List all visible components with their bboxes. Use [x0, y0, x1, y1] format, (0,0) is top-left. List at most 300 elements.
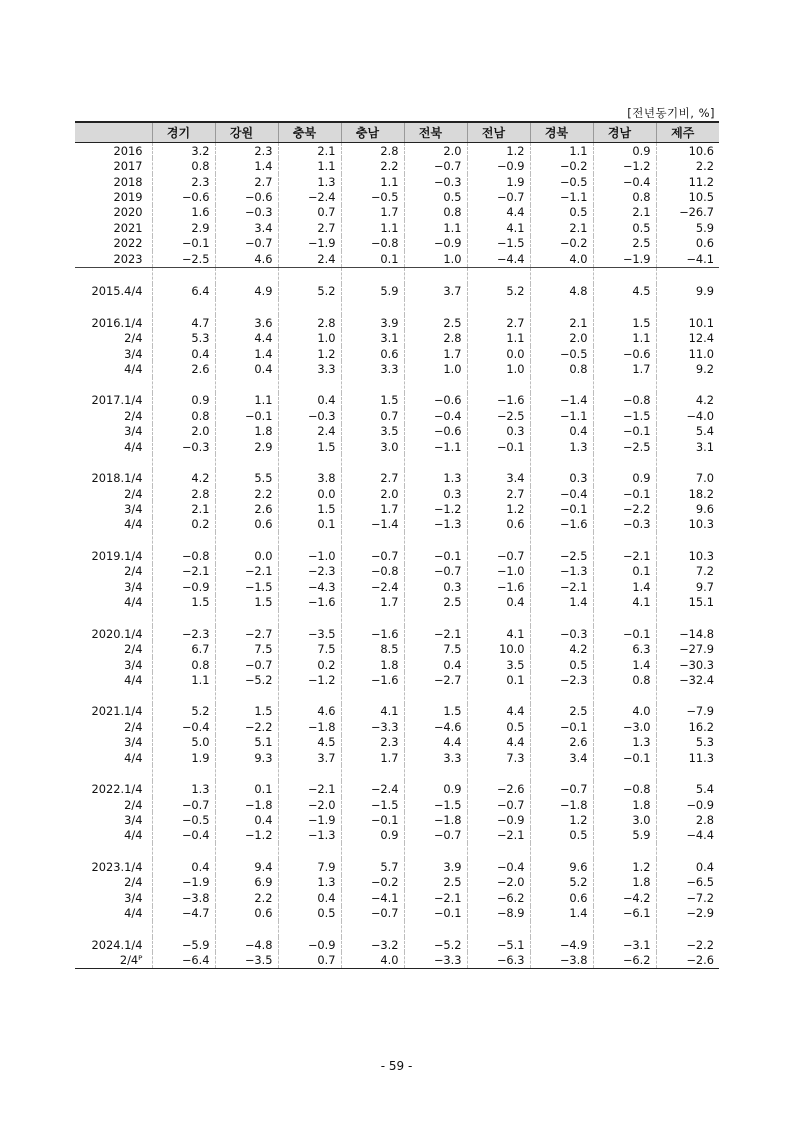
value-cell: −0.5	[530, 346, 593, 361]
value-cell: 1.5	[278, 501, 341, 516]
spacer-cell	[656, 532, 719, 548]
value-cell: 1.1	[341, 174, 404, 189]
value-cell: 1.1	[341, 220, 404, 235]
row-label: 2023.1/4	[91, 859, 143, 874]
value-cell: 10.1	[656, 315, 719, 330]
table-row	[75, 719, 719, 734]
spacer-cell	[215, 688, 278, 704]
value-cell: 3.3	[278, 361, 341, 376]
value-cell: 2.6	[215, 501, 278, 516]
spacer-cell	[278, 610, 341, 626]
value-cell: −2.1	[404, 890, 467, 905]
value-cell: 0.4	[215, 361, 278, 376]
value-cell: 9.6	[656, 501, 719, 516]
value-cell: 0.4	[656, 859, 719, 874]
value-cell: 0.2	[278, 657, 341, 672]
value-cell: 4.2	[656, 393, 719, 408]
unit-label: [전년동기비, %]	[627, 106, 715, 120]
value-cell: −0.9	[467, 812, 530, 827]
value-cell: −0.1	[341, 812, 404, 827]
row-label: 2/4	[124, 408, 143, 423]
value-cell: 0.4	[278, 393, 341, 408]
table-row	[75, 143, 719, 159]
table-row	[75, 564, 719, 579]
row-label: 4/4	[124, 828, 143, 843]
value-cell: −0.9	[467, 158, 530, 173]
value-cell: −4.9	[530, 937, 593, 952]
value-cell: 0.6	[215, 517, 278, 532]
value-cell: 0.7	[278, 952, 341, 968]
spacer-row	[75, 765, 719, 781]
value-cell: 2.4	[278, 251, 341, 267]
value-cell: 2.7	[341, 470, 404, 485]
value-cell: 3.5	[467, 657, 530, 672]
row-label: 2018.1/4	[91, 471, 143, 486]
value-cell: 1.3	[404, 470, 467, 485]
value-cell: −0.8	[341, 564, 404, 579]
value-cell: 2.5	[593, 236, 656, 251]
table-row	[75, 672, 719, 687]
spacer-cell	[75, 610, 152, 626]
value-cell: 9.6	[530, 859, 593, 874]
value-cell: 5.0	[152, 735, 215, 750]
spacer-cell	[278, 532, 341, 548]
value-cell: −2.6	[467, 781, 530, 796]
value-cell: −2.1	[467, 828, 530, 843]
value-cell: 0.1	[341, 251, 404, 267]
value-cell: −4.4	[467, 251, 530, 267]
row-label: 2018	[113, 174, 143, 189]
value-cell: 0.9	[593, 143, 656, 159]
value-cell: −1.8	[530, 797, 593, 812]
value-cell: −1.5	[593, 408, 656, 423]
spacer-cell	[593, 299, 656, 315]
value-cell: 4.8	[530, 284, 593, 299]
row-label: 3/4	[124, 346, 143, 361]
table-row	[75, 361, 719, 376]
row-label: 3/4	[124, 813, 143, 828]
value-cell: −0.7	[341, 906, 404, 921]
spacer-row	[75, 843, 719, 859]
spacer-cell	[467, 532, 530, 548]
value-cell: 15.1	[656, 595, 719, 610]
value-cell: 10.0	[467, 641, 530, 656]
value-cell: −1.8	[215, 797, 278, 812]
value-cell: 0.5	[530, 828, 593, 843]
table-row	[75, 890, 719, 905]
spacer-row	[75, 267, 719, 284]
value-cell: 10.6	[656, 143, 719, 159]
value-cell: 1.9	[467, 174, 530, 189]
row-label: 4/4	[124, 439, 143, 454]
value-cell: 2.1	[278, 143, 341, 159]
value-cell: 2.7	[467, 486, 530, 501]
value-cell: 4.4	[404, 735, 467, 750]
value-cell: 2.1	[152, 501, 215, 516]
row-label: 2023	[75, 251, 152, 267]
spacer-cell	[75, 377, 152, 393]
value-cell: −2.4	[341, 579, 404, 594]
value-cell: 0.6	[656, 236, 719, 251]
spacer-cell	[215, 532, 278, 548]
value-cell: −1.4	[341, 517, 404, 532]
value-cell: 0.5	[530, 205, 593, 220]
value-cell: 0.0	[215, 548, 278, 563]
value-cell: 1.5	[215, 595, 278, 610]
table-row	[75, 595, 719, 610]
value-cell: 2.0	[530, 330, 593, 345]
spacer-cell	[467, 267, 530, 284]
value-cell: 4.2	[152, 470, 215, 485]
value-cell: 0.1	[467, 672, 530, 687]
value-cell: −7.9	[656, 704, 719, 719]
spacer-cell	[530, 532, 593, 548]
value-cell: 1.4	[530, 906, 593, 921]
spacer-cell	[656, 921, 719, 937]
value-cell: 1.0	[278, 330, 341, 345]
header-jeonnam: 전남	[467, 122, 530, 143]
spacer-cell	[530, 267, 593, 284]
value-cell: −0.3	[215, 205, 278, 220]
value-cell: 1.3	[593, 735, 656, 750]
value-cell: −0.4	[530, 486, 593, 501]
spacer-cell	[593, 843, 656, 859]
value-cell: −1.5	[404, 797, 467, 812]
table-row	[75, 408, 719, 423]
value-cell: −3.2	[341, 937, 404, 952]
header-blank	[75, 122, 152, 143]
value-cell: −1.2	[404, 501, 467, 516]
value-cell: 3.4	[530, 750, 593, 765]
value-cell: 4.7	[152, 315, 215, 330]
value-cell: 1.3	[530, 439, 593, 454]
value-cell: −2.2	[656, 937, 719, 952]
spacer-cell	[278, 765, 341, 781]
value-cell: 4.4	[215, 330, 278, 345]
value-cell: −1.3	[404, 517, 467, 532]
value-cell: 11.3	[656, 750, 719, 765]
spacer-cell	[467, 610, 530, 626]
spacer-row	[75, 299, 719, 315]
table-row	[75, 952, 719, 968]
value-cell: −1.6	[278, 595, 341, 610]
value-cell: −0.1	[152, 236, 215, 251]
value-cell: −5.1	[467, 937, 530, 952]
value-cell: 5.3	[152, 330, 215, 345]
value-cell: −0.3	[530, 626, 593, 641]
row-label: 2019	[113, 190, 143, 205]
value-cell: −6.2	[593, 952, 656, 968]
value-cell: −2.3	[530, 672, 593, 687]
value-cell: −26.7	[656, 205, 719, 220]
value-cell: −27.9	[656, 641, 719, 656]
value-cell: 1.7	[341, 205, 404, 220]
spacer-cell	[341, 532, 404, 548]
value-cell: −2.5	[467, 408, 530, 423]
table-row	[75, 704, 719, 719]
value-cell: 0.3	[530, 470, 593, 485]
value-cell: 5.9	[593, 828, 656, 843]
value-cell: 2.8	[656, 812, 719, 827]
value-cell: 0.8	[530, 361, 593, 376]
spacer-cell	[75, 267, 152, 284]
value-cell: 3.8	[278, 470, 341, 485]
value-cell: −0.4	[593, 174, 656, 189]
value-cell: 4.5	[278, 735, 341, 750]
value-cell: 2.3	[152, 174, 215, 189]
value-cell: 0.8	[152, 158, 215, 173]
table-row	[75, 330, 719, 345]
spacer-cell	[530, 299, 593, 315]
value-cell: 4.1	[341, 704, 404, 719]
spacer-cell	[75, 688, 152, 704]
table-row	[75, 251, 719, 267]
value-cell: −2.9	[656, 906, 719, 921]
table-row	[75, 875, 719, 890]
value-cell: 3.4	[215, 220, 278, 235]
spacer-cell	[467, 921, 530, 937]
value-cell: −0.1	[530, 719, 593, 734]
value-cell: −0.5	[530, 174, 593, 189]
value-cell: −0.9	[404, 236, 467, 251]
row-label: 2019.1/4	[91, 548, 143, 563]
value-cell: −0.6	[152, 189, 215, 204]
value-cell: 5.2	[152, 704, 215, 719]
table-row	[75, 284, 719, 299]
spacer-cell	[152, 299, 215, 315]
value-cell: −2.5	[152, 251, 215, 267]
spacer-cell	[530, 454, 593, 470]
value-cell: 1.0	[467, 361, 530, 376]
value-cell: 1.1	[593, 330, 656, 345]
value-cell: −1.8	[278, 719, 341, 734]
row-label: 2015.4/4	[91, 284, 143, 299]
value-cell: −1.6	[341, 672, 404, 687]
spacer-cell	[404, 267, 467, 284]
row-label: 2/4ᴾ	[75, 952, 152, 968]
row-label: 4/4	[124, 361, 143, 376]
header-jeonbuk: 전북	[404, 122, 467, 143]
spacer-cell	[467, 765, 530, 781]
value-cell: 0.5	[593, 220, 656, 235]
value-cell: −2.3	[152, 626, 215, 641]
value-cell: 1.3	[278, 875, 341, 890]
value-cell: 1.3	[278, 174, 341, 189]
table-row	[75, 470, 719, 485]
value-cell: 1.7	[593, 361, 656, 376]
value-cell: 1.2	[278, 346, 341, 361]
spacer-cell	[404, 532, 467, 548]
value-cell: −0.6	[404, 424, 467, 439]
value-cell: −0.7	[404, 158, 467, 173]
spacer-cell	[75, 454, 152, 470]
table-row	[75, 174, 719, 189]
value-cell: 1.1	[404, 220, 467, 235]
value-cell: −0.5	[341, 189, 404, 204]
table-row	[75, 937, 719, 952]
value-cell: −1.3	[278, 828, 341, 843]
value-cell: 7.9	[278, 859, 341, 874]
value-cell: −1.9	[152, 875, 215, 890]
value-cell: 0.8	[593, 189, 656, 204]
header-chungnam: 충남	[341, 122, 404, 143]
value-cell: −0.3	[404, 174, 467, 189]
value-cell: −1.5	[341, 797, 404, 812]
value-cell: −3.5	[215, 952, 278, 968]
spacer-cell	[152, 921, 215, 937]
value-cell: 3.2	[152, 143, 215, 159]
value-cell: 1.2	[467, 501, 530, 516]
value-cell: −1.9	[278, 812, 341, 827]
spacer-cell	[215, 765, 278, 781]
table-row	[75, 812, 719, 827]
value-cell: 0.1	[278, 517, 341, 532]
value-cell: 0.5	[530, 657, 593, 672]
value-cell: 0.0	[278, 486, 341, 501]
value-cell: 5.1	[215, 735, 278, 750]
value-cell: −1.2	[215, 828, 278, 843]
row-label: 4/4	[124, 517, 143, 532]
value-cell: −0.4	[467, 859, 530, 874]
value-cell: −4.1	[656, 251, 719, 267]
value-cell: 3.0	[593, 812, 656, 827]
spacer-cell	[467, 688, 530, 704]
value-cell: −3.3	[404, 952, 467, 968]
value-cell: 1.2	[593, 859, 656, 874]
value-cell: 1.1	[530, 143, 593, 159]
value-cell: −0.7	[467, 548, 530, 563]
value-cell: −2.4	[278, 189, 341, 204]
value-cell: 0.1	[593, 564, 656, 579]
value-cell: 0.5	[278, 906, 341, 921]
spacer-cell	[656, 299, 719, 315]
spacer-cell	[593, 610, 656, 626]
value-cell: 4.1	[467, 626, 530, 641]
value-cell: −4.3	[278, 579, 341, 594]
value-cell: −0.4	[152, 719, 215, 734]
value-cell: 1.8	[215, 424, 278, 439]
value-cell: −30.3	[656, 657, 719, 672]
value-cell: 2.3	[215, 143, 278, 159]
spacer-row	[75, 921, 719, 937]
value-cell: 7.5	[278, 641, 341, 656]
spacer-cell	[593, 454, 656, 470]
value-cell: 2.2	[215, 486, 278, 501]
header-chungbuk: 충북	[278, 122, 341, 143]
row-label: 4/4	[124, 750, 143, 765]
value-cell: −0.8	[152, 548, 215, 563]
table-row	[75, 158, 719, 173]
value-cell: 4.0	[593, 704, 656, 719]
value-cell: 5.2	[278, 284, 341, 299]
spacer-cell	[278, 843, 341, 859]
value-cell: 2.2	[656, 158, 719, 173]
spacer-cell	[75, 921, 152, 937]
value-cell: 0.7	[341, 408, 404, 423]
value-cell: 0.6	[467, 517, 530, 532]
value-cell: 6.3	[593, 641, 656, 656]
value-cell: −0.9	[656, 797, 719, 812]
value-cell: 0.6	[530, 890, 593, 905]
spacer-cell	[215, 921, 278, 937]
table-row	[75, 205, 719, 220]
table-row	[75, 797, 719, 812]
value-cell: 2.9	[215, 439, 278, 454]
spacer-cell	[341, 843, 404, 859]
spacer-row	[75, 377, 719, 393]
spacer-cell	[152, 610, 215, 626]
value-cell: 0.9	[341, 828, 404, 843]
row-label: 2016.1/4	[91, 315, 143, 330]
value-cell: 9.7	[656, 579, 719, 594]
row-label: 4/4	[124, 595, 143, 610]
value-cell: 4.4	[467, 735, 530, 750]
value-cell: −2.2	[215, 719, 278, 734]
value-cell: −2.4	[341, 781, 404, 796]
value-cell: 5.9	[656, 220, 719, 235]
spacer-row	[75, 610, 719, 626]
value-cell: −1.1	[404, 439, 467, 454]
value-cell: 0.5	[404, 189, 467, 204]
spacer-cell	[215, 843, 278, 859]
value-cell: −1.6	[467, 393, 530, 408]
table-row	[75, 393, 719, 408]
spacer-cell	[404, 377, 467, 393]
spacer-cell	[530, 921, 593, 937]
value-cell: 1.1	[467, 330, 530, 345]
header-jeju: 제주	[656, 122, 719, 143]
row-label: 4/4	[124, 906, 143, 921]
spacer-cell	[341, 765, 404, 781]
header-gangwon: 강원	[215, 122, 278, 143]
value-cell: 1.8	[341, 657, 404, 672]
row-label: 2/4	[124, 875, 143, 890]
header-row	[75, 122, 719, 143]
value-cell: −2.1	[593, 548, 656, 563]
value-cell: −6.2	[467, 890, 530, 905]
value-cell: −4.8	[215, 937, 278, 952]
spacer-cell	[75, 765, 152, 781]
value-cell: 6.7	[152, 641, 215, 656]
value-cell: 2.4	[278, 424, 341, 439]
value-cell: 1.4	[593, 579, 656, 594]
value-cell: −1.1	[530, 408, 593, 423]
value-cell: 2.1	[593, 205, 656, 220]
table-row	[75, 626, 719, 641]
value-cell: 1.8	[593, 797, 656, 812]
value-cell: −0.7	[341, 548, 404, 563]
value-cell: −1.1	[530, 189, 593, 204]
value-cell: −0.7	[467, 797, 530, 812]
value-cell: −0.8	[593, 393, 656, 408]
row-label: 2/4	[124, 564, 143, 579]
value-cell: 8.5	[341, 641, 404, 656]
value-cell: 1.4	[530, 595, 593, 610]
table-row	[75, 517, 719, 532]
spacer-cell	[404, 610, 467, 626]
value-cell: 2.0	[152, 424, 215, 439]
value-cell: 1.5	[341, 393, 404, 408]
value-cell: −2.1	[278, 781, 341, 796]
spacer-cell	[530, 377, 593, 393]
value-cell: 4.2	[530, 641, 593, 656]
spacer-cell	[152, 377, 215, 393]
spacer-cell	[215, 454, 278, 470]
spacer-cell	[341, 377, 404, 393]
value-cell: 4.0	[341, 952, 404, 968]
spacer-cell	[152, 454, 215, 470]
value-cell: −0.1	[593, 486, 656, 501]
